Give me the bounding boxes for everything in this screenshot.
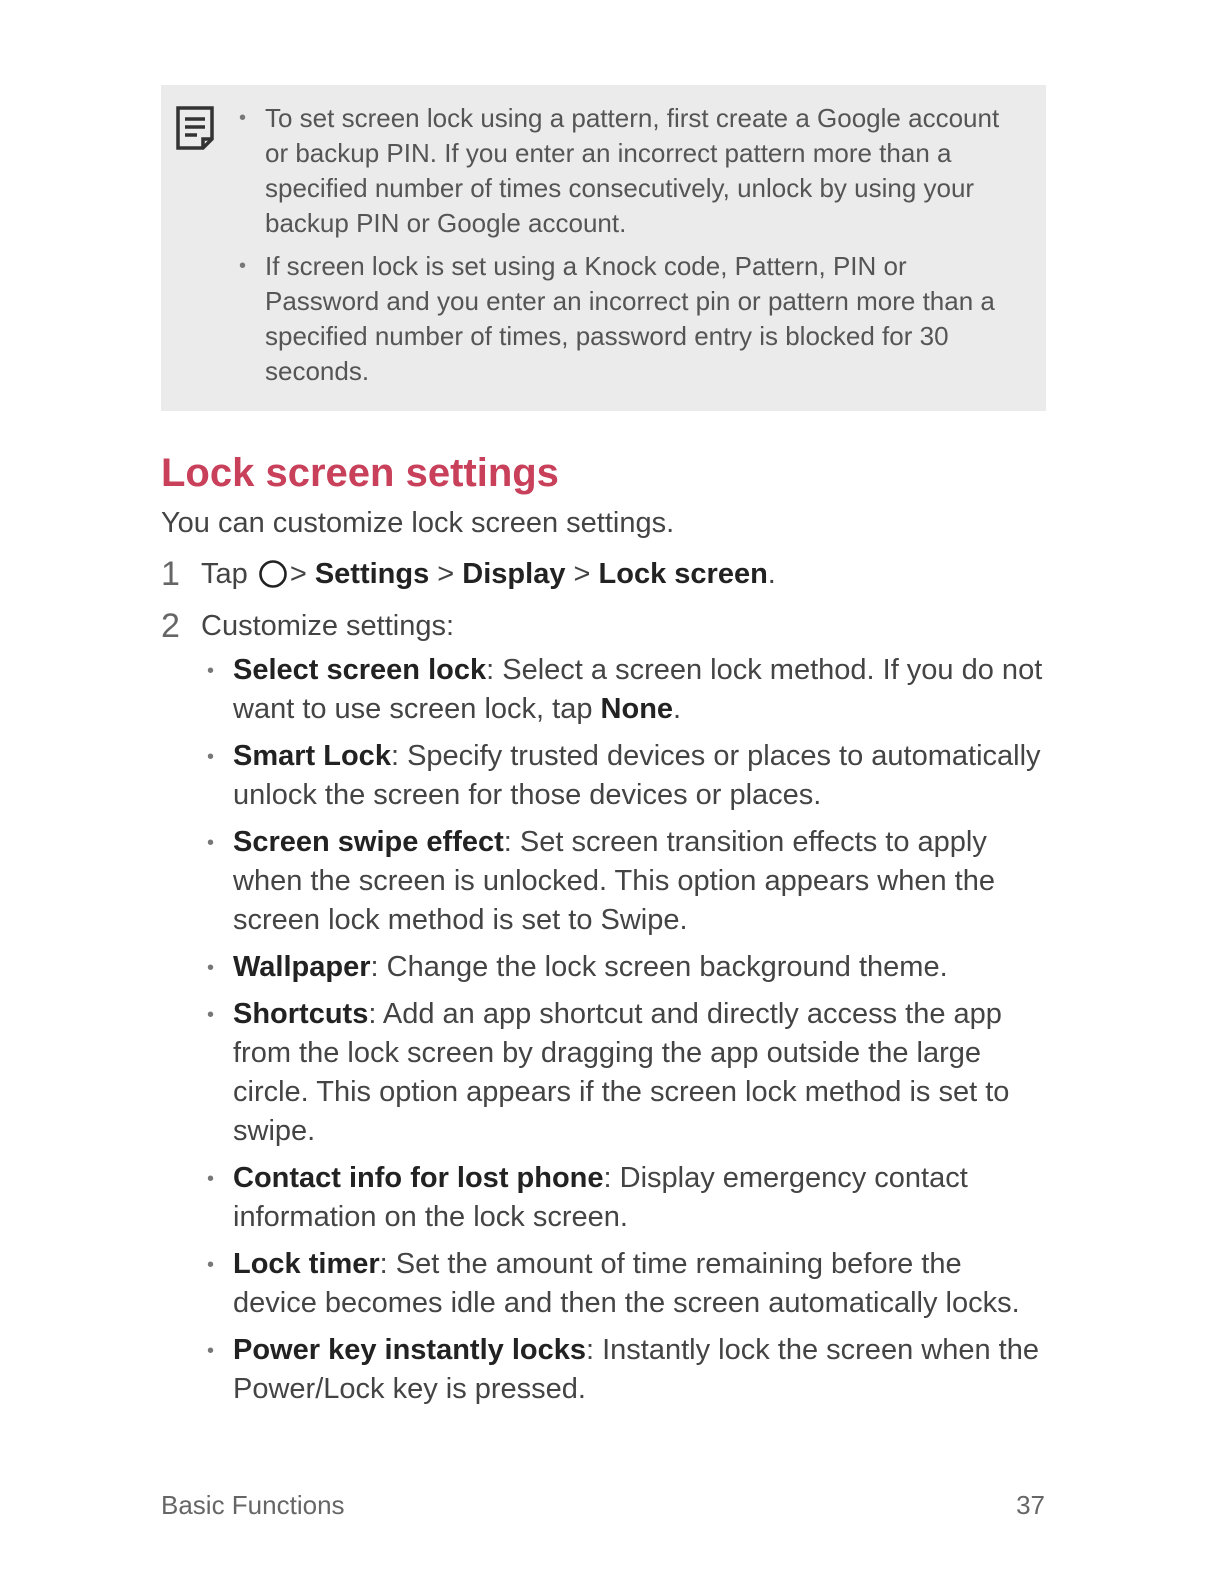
option-description: : Specify trusted devices or places to automatically unlock the screen for those devices or places. [233,740,1041,811]
option-label: Screen swipe effect [233,826,504,858]
note-icon [175,105,215,151]
page-number: 37 [1016,1490,1045,1520]
step-1 [161,553,1046,595]
option-label: Shortcuts [233,998,369,1030]
option-label: Power key instantly locks [233,1334,586,1366]
option-description: : Add an app shortcut and directly access the app from the lock screen by dragging the app outside the large circle. This option appears if the screen lock method is set to swipe. [233,998,1010,1147]
option-label: Lock timer [233,1248,380,1280]
option-wallpaper [207,948,1046,987]
option-description: : Change the lock screen background theme. [370,951,948,983]
step-end: . [767,558,776,590]
option-power-key-locks [207,1331,1046,1409]
note-item: • To set screen lock using a pattern, first create a Google account or backup PIN. If you enter an incorrect pattern more than a specified number of times consecutively, unlock by using your backup PIN or Google account. [239,101,1018,241]
step-text: Customize settings: [201,610,455,642]
section-title: Lock screen settings [161,451,559,495]
option-smart-lock [207,737,1046,815]
option-label: Smart Lock [233,740,391,772]
option-contact-info [207,1159,1046,1237]
path-separator: > [437,558,455,590]
step-number: 1 [161,555,180,593]
note-box [161,85,1046,411]
option-description: : Instantly lock the screen when the Power/Lock key is pressed. [233,1334,1039,1405]
option-lock-timer [207,1245,1046,1323]
home-circle-icon [258,559,288,589]
option-shortcuts [207,995,1046,1151]
note-item: • If screen lock is set using a Knock code, Pattern, PIN or Password and you enter an incorrect pin or pattern more than a specified number of times, password entry is blocked for 30 seconds. [239,249,1018,389]
note-list [175,101,1018,389]
step-tap-text: Tap [201,558,248,590]
section-intro: You can customize lock screen settings. [161,507,675,539]
option-bold-value: None [600,693,674,725]
step-number: 2 [161,607,180,645]
step-2 [161,605,1046,647]
option-description: : Set screen transition effects to apply when the screen is unlocked. This option appears when the screen lock method is set to Swipe. [233,826,996,936]
path-lock-screen: Lock screen [598,558,768,590]
option-label: Wallpaper [233,951,371,983]
option-end: . [673,693,682,725]
footer-section-name: Basic Functions [161,1490,345,1520]
page-content [161,85,1046,1417]
option-description: : Select a screen lock method. If you do not want to use screen lock, tap [233,654,1043,725]
option-label: Contact info for lost phone [233,1162,604,1194]
option-select-screen-lock [207,651,1046,729]
path-separator: > [573,558,591,590]
option-label: Select screen lock [233,654,487,686]
option-description: : Display emergency contact information on the lock screen. [233,1162,968,1233]
path-settings: Settings [314,558,430,590]
option-description: : Set the amount of time remaining before the device becomes idle and then the screen automatically locks. [233,1248,1020,1319]
path-separator: > [289,558,307,590]
path-display: Display [462,558,566,590]
settings-options-list [161,651,1046,1409]
option-screen-swipe-effect [207,823,1046,940]
